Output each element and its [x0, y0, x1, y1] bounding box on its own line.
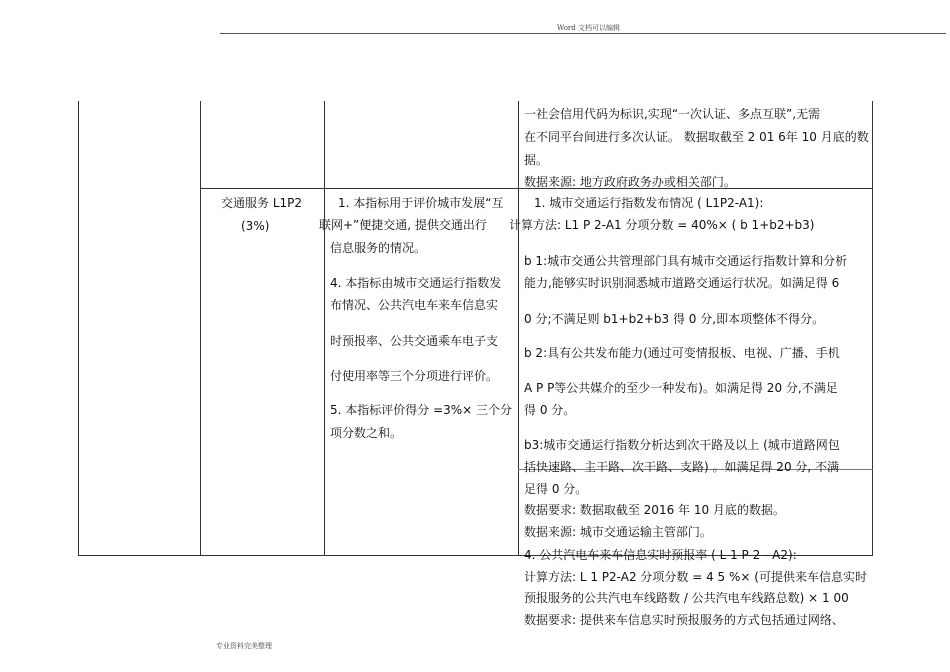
page-footer: 专业资料完美整理 [216, 642, 272, 650]
text-line: 能力,能够实时识别洞悉城市道路交通运行状况。如满足得 6 [524, 276, 840, 290]
indicator-name: 交通服务 L1P2 [221, 196, 303, 210]
table-border-right [872, 101, 873, 556]
text-line: 数据来源: 城市交通运输主管部门。 [524, 525, 712, 539]
text-line: 4. 本指标由城市交通运行指数发 [330, 276, 502, 290]
text-line: 数据要求: 提供来车信息实时预报服务的方式包括通过网络、 [524, 613, 844, 627]
text-line: 付使用率等三个分项进行评价。 [330, 369, 499, 383]
text-line: 5. 本指标评价得分 =3%× 三个分 [330, 403, 513, 417]
text-line: 括快速路、主干路、次干路、支路) 。如满足得 20 分, 不满 [524, 460, 840, 474]
text-line: 预报服务的公共汽电车线路数 / 公共汽电车线路总数) × 1 00 [524, 591, 849, 605]
indicator-weight: (3%) [241, 219, 270, 233]
text-line: 信息服务的情况。 [330, 241, 427, 255]
text-line: 计算方法: L1 P 2-A1 分项分数 = 40%× ( b 1+b2+b3) [509, 218, 815, 232]
header-rule [220, 33, 946, 34]
text-line: 项分数之和。 [330, 426, 403, 440]
text-line: 1. 本指标用于评价城市发展“互 [338, 196, 504, 210]
text-line: b3:城市交通运行指数分析达到次干路及以上 (城市道路网包 [524, 438, 840, 452]
text-line: 1. 城市交通运行指数发布情况 ( L1P2-A1): [534, 196, 764, 210]
text-line: b 1:城市交通公共管理部门具有城市交通运行指数计算和分析 [524, 254, 848, 268]
text-line: 数据来源: 地方政府政务办或相关部门。 [524, 175, 736, 189]
text-line: 0 分;不满足则 b1+b2+b3 得 0 分,即本项整体不得分。 [524, 312, 825, 326]
page-header: Word 文档可以编辑 [557, 24, 620, 32]
text-line: 计算方法: L 1 P2-A2 分项分数 = 4 5 %× (可提供来车信息实时 [524, 570, 867, 584]
table-divider-3 [518, 101, 519, 556]
table-border-left [78, 101, 79, 556]
text-line: 一社会信用代码为标识,实现“一次认证、多点互联”,无需 [524, 107, 821, 121]
table-divider-1 [200, 101, 201, 556]
text-line: 时预报率、公共交通乘车电子支 [330, 334, 499, 348]
text-line: 4. 公共汽电车来车信息实时预报率 ( L 1 P 2 - A2): [524, 548, 797, 562]
text-line: 在不同平台间进行多次认证。 数据取截至 2 01 6年 10 月底的数 [524, 130, 869, 144]
text-line: 布情况、公共汽电车来车信息实 [330, 298, 499, 312]
text-line: 足得 0 分。 [524, 482, 588, 496]
text-line: b 2:具有公共发布能力(通过可变情报板、电视、广播、手机 [524, 346, 840, 360]
text-line: 联网+”便捷交通, 提供交通出行 [319, 218, 487, 232]
text-line: 得 0 分。 [524, 403, 576, 417]
text-line: A P P等公共媒介的至少一种发布)。如满足得 20 分,不满足 [524, 381, 838, 395]
text-line: 据。 [524, 153, 549, 167]
table-divider-2 [324, 101, 325, 556]
text-line: 数据要求: 数据取截至 2016 年 10 月底的数据。 [524, 503, 785, 517]
